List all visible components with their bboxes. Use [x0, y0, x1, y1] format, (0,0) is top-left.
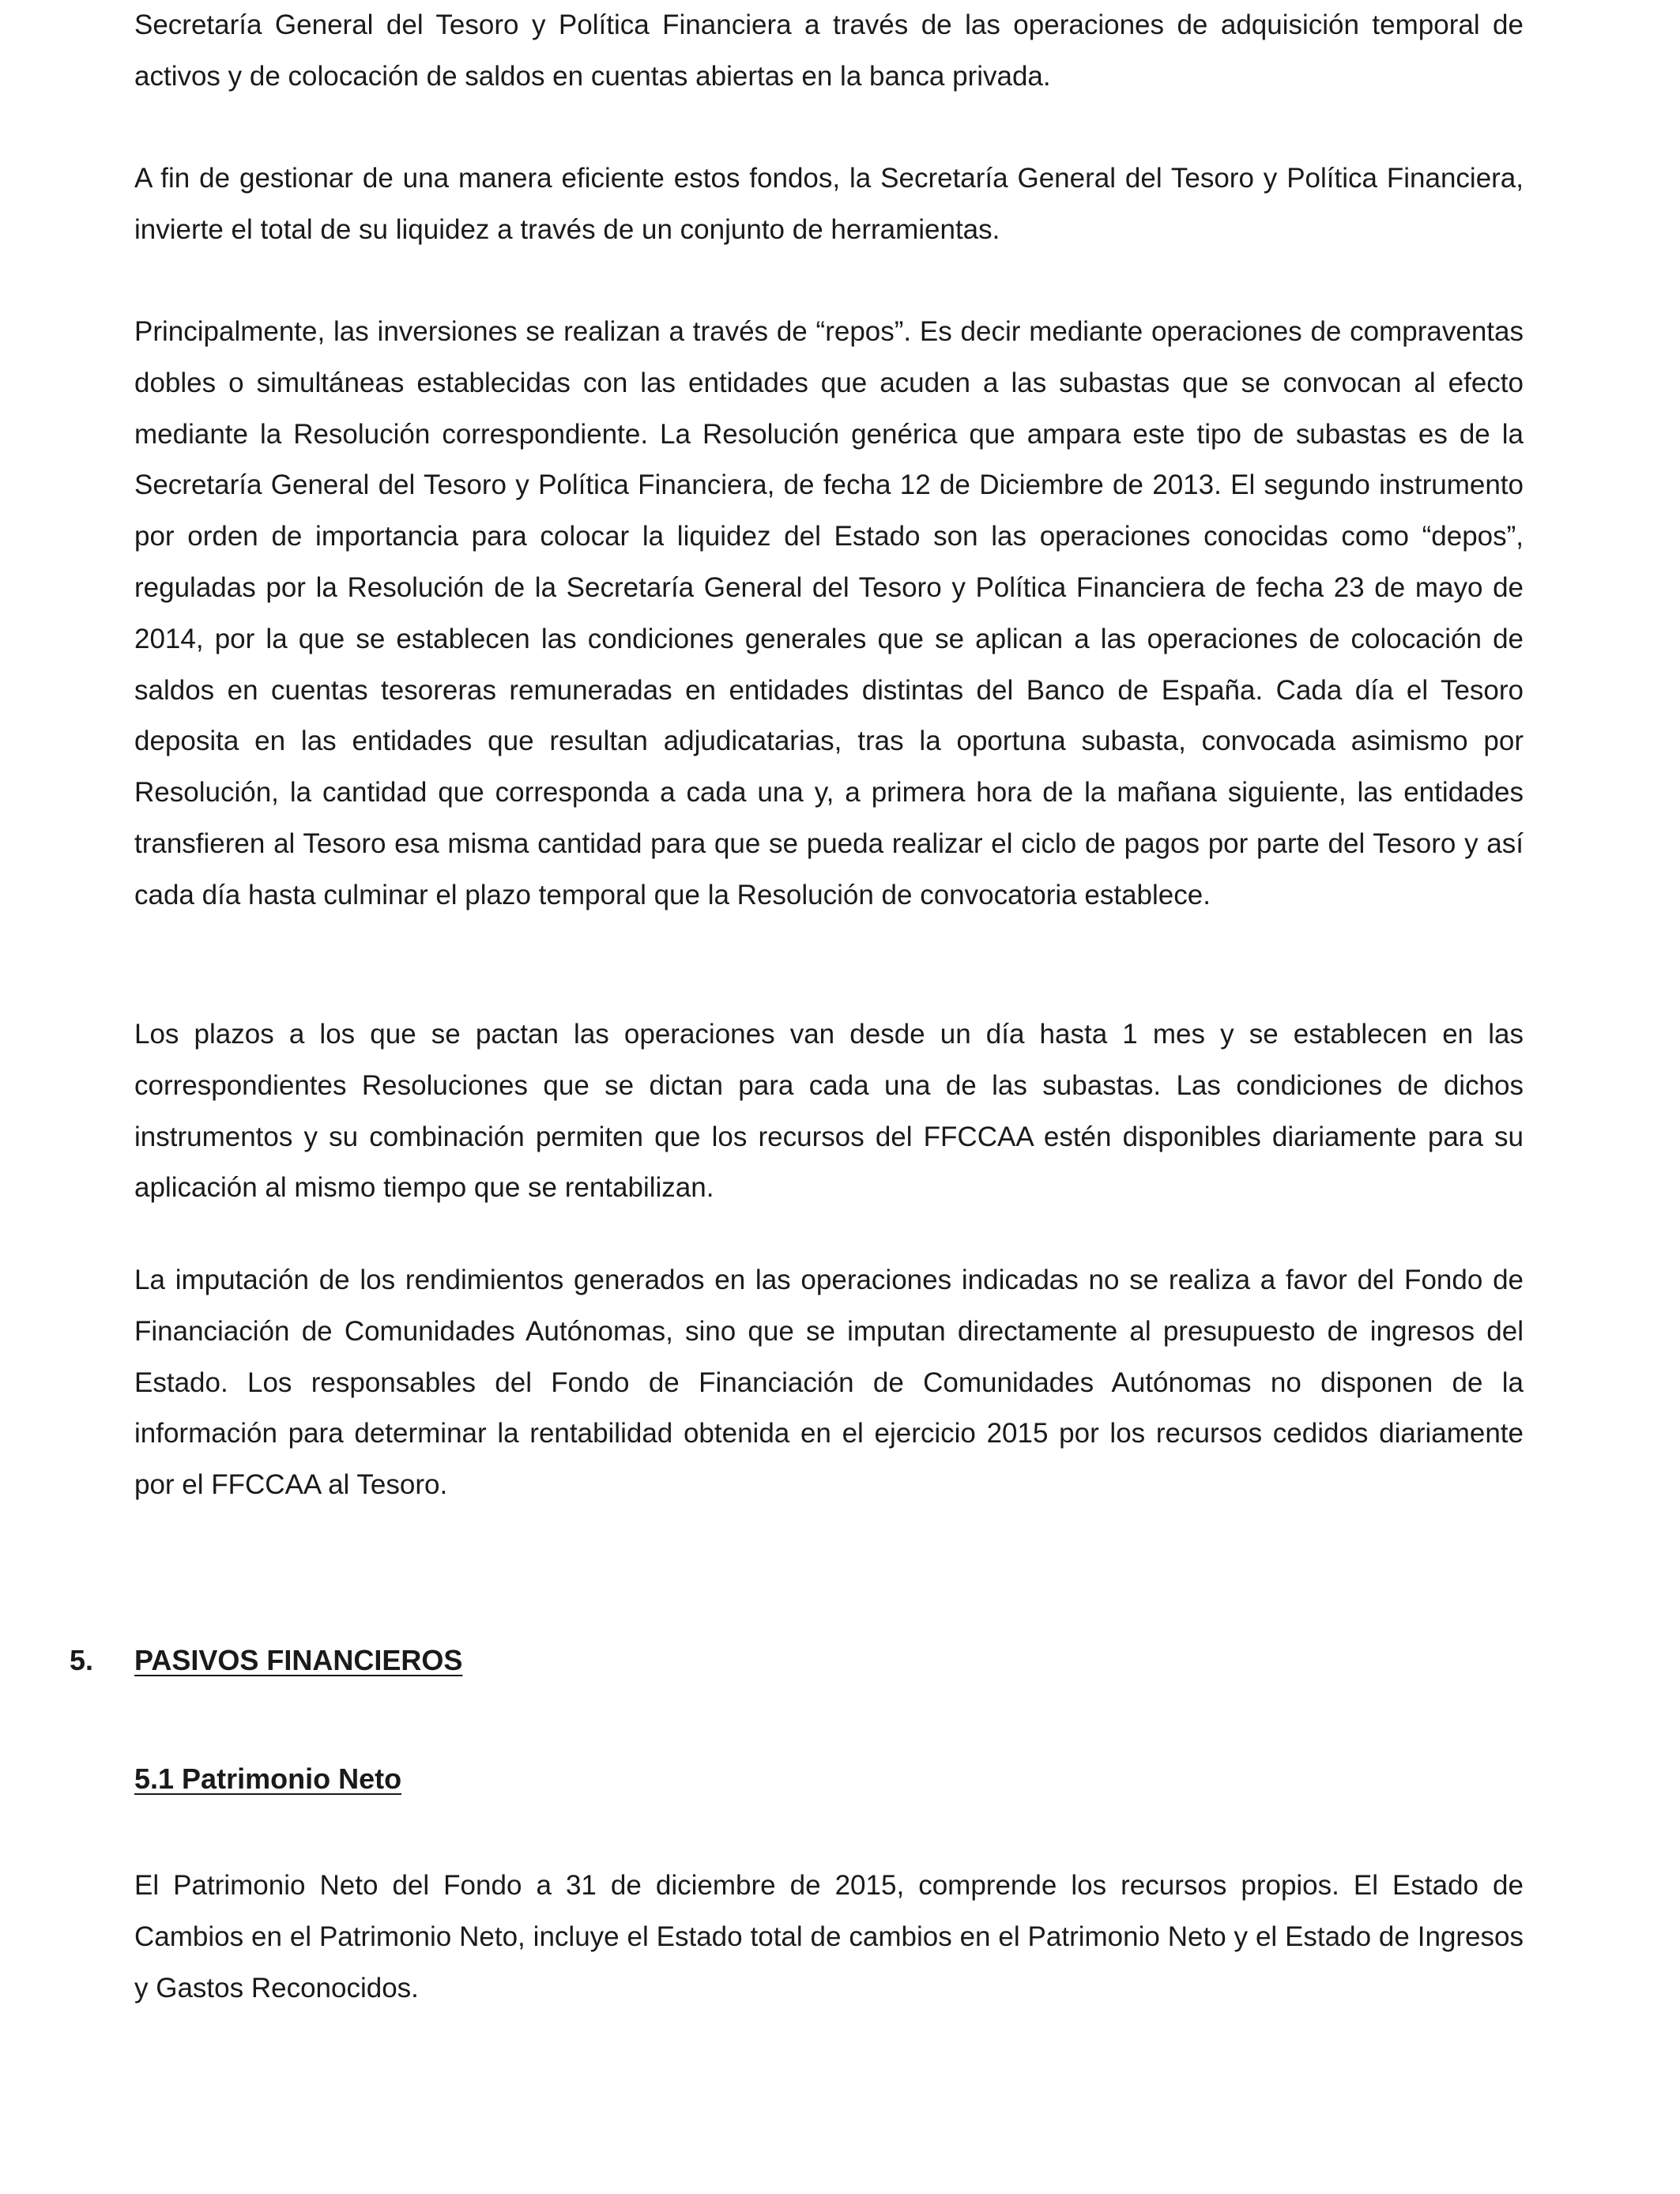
section-number: 5.	[70, 1644, 94, 1676]
paragraph-net-worth: El Patrimonio Neto del Fondo a 31 de diciembre de 2015, comprende los recursos propios. El Estado de Cambios en el Patrimonio Neto, incluye el Estado total de cambios en el Patrimonio Neto y el Estado de Ingresos y Gastos Reconocidos.	[134, 1870, 1524, 2004]
section-title: PASIVOS FINANCIEROS	[134, 1644, 463, 1676]
subsection-title: 5.1 Patrimonio Neto	[134, 1762, 402, 1795]
paragraph-efficient-management: A fin de gestionar de una manera eficiente estos fondos, la Secretaría General del Tesoro y Política Financiera, invierte el total de su liquidez a través de un conjunto de herramientas.	[134, 163, 1524, 245]
paragraph-repos-depos: Principalmente, las inversiones se realizan a través de “repos”. Es decir mediante operaciones de compraventas dobles o simultáneas establecidas con las entidades que acuden a las subastas que se convocan al efecto mediante la Resolución correspondiente. La Resolución genérica que ampara este tipo de subastas es de la Secretaría General del Tesoro y Política Financiera, de fecha 12 de Diciembre de 2013. El segundo instrumento por orden de importancia para colocar la liquidez del Estado son las operaciones conocidas como “depos”, reguladas por la Resolución de la Secretaría General del Tesoro y Política Financiera de fecha 23 de mayo de 2014, por la que se establecen las condiciones generales que se aplican a las operaciones de colocación de saldos en cuentas tesoreras remuneradas en entidades distintas del Banco de España. Cada día el Tesoro deposita en las entidades que resultan adjudicatarias, tras la oportuna subasta, convocada asimismo por Resolución, la cantidad que corresponda a cada una y, a primera hora de la mañana siguiente, las entidades transfieren al Tesoro esa misma cantidad para que se pueda realizar el ciclo de pagos por parte del Tesoro y así cada día hasta culminar el plazo temporal que la Resolución de convocatoria establece.	[134, 316, 1524, 910]
subsection-heading	[134, 1759, 767, 1799]
paragraph-yield-imputation: La imputación de los rendimientos generados en las operaciones indicadas no se realiza a favor del Fondo de Financiación de Comunidades Autónomas, sino que se imputan directamente al presupuesto de ingresos del Estado. Los responsables del Fondo de Financiación de Comunidades Autónomas no disponen de la información para determinar la rentabilidad obtenida en el ejercicio 2015 por los recursos cedidos diariamente por el FFCCAA al Tesoro.	[134, 1265, 1524, 1501]
paragraph-treasury-operations: Secretaría General del Tesoro y Política Financiera a través de las operaciones de adquisición temporal de activos y de colocación de saldos en cuentas abiertas en la banca privada.	[134, 9, 1524, 92]
paragraph-operation-terms: Los plazos a los que se pactan las operaciones van desde un día hasta 1 mes y se establecen en las correspondientes Resoluciones que se dictan para cada una de las subastas. Las condiciones de dichos instrumentos y su combinación permiten que los recursos del FFCCAA estén disponibles diariamente para su aplicación al mismo tiempo que se rentabilizan.	[134, 1019, 1524, 1204]
